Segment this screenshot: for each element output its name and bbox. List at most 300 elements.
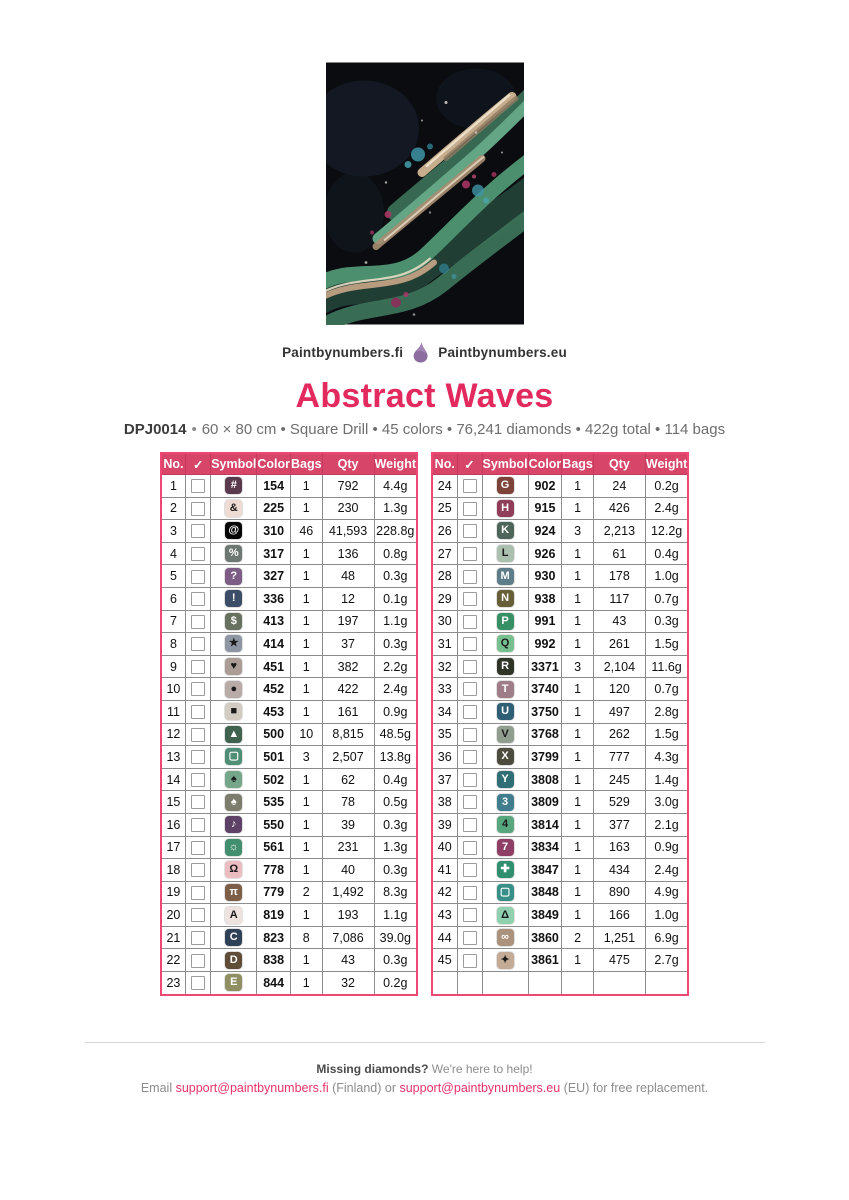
bags-count: 1 <box>290 700 322 723</box>
row-checkbox[interactable] <box>191 502 205 516</box>
row-checkbox[interactable] <box>463 863 477 877</box>
legend-row <box>432 700 688 723</box>
legend-row <box>432 475 688 498</box>
diamond-qty: 426 <box>593 497 645 520</box>
bags-count: 1 <box>290 587 322 610</box>
row-number: 20 <box>161 904 186 927</box>
brand-row <box>282 342 567 363</box>
row-checkbox[interactable] <box>463 841 477 855</box>
legend-row <box>161 497 417 520</box>
symbol-chip: ★ <box>225 635 242 652</box>
footer <box>85 1042 765 1095</box>
row-checkbox[interactable] <box>463 818 477 832</box>
color-code: 3809 <box>528 791 562 814</box>
row-checkbox[interactable] <box>191 637 205 651</box>
row-checkbox[interactable] <box>463 502 477 516</box>
color-code: 838 <box>257 949 291 972</box>
row-checkbox[interactable] <box>463 479 477 493</box>
diamond-qty: 377 <box>593 813 645 836</box>
row-number: 28 <box>432 565 457 588</box>
bags-count: 1 <box>290 475 322 498</box>
color-code: 3848 <box>528 881 562 904</box>
row-checkbox[interactable] <box>191 886 205 900</box>
symbol-chip: ▲ <box>225 726 242 743</box>
symbol-cell <box>482 542 528 565</box>
diamond-qty: 230 <box>322 497 374 520</box>
symbol-cell <box>211 565 257 588</box>
color-code: 3371 <box>528 655 562 678</box>
row-checkbox[interactable] <box>191 863 205 877</box>
diamond-qty: 422 <box>322 678 374 701</box>
weight-value: 12.2g <box>645 520 688 543</box>
symbol-chip: C <box>225 929 242 946</box>
symbol-chip: M <box>497 568 514 585</box>
color-code: 453 <box>257 700 291 723</box>
weight-value: 1.0g <box>645 904 688 927</box>
weight-value: 0.8g <box>374 542 417 565</box>
bags-count: 1 <box>290 949 322 972</box>
row-number: 7 <box>161 610 186 633</box>
row-checkbox[interactable] <box>191 908 205 922</box>
row-number: 14 <box>161 768 186 791</box>
diamond-qty: 43 <box>593 610 645 633</box>
color-code: 336 <box>257 587 291 610</box>
weight-value: 4.3g <box>645 746 688 769</box>
row-number: 38 <box>432 791 457 814</box>
symbol-cell <box>482 813 528 836</box>
color-code: 561 <box>257 836 291 859</box>
bags-count: 1 <box>290 565 322 588</box>
empty-cell <box>482 972 528 995</box>
weight-value: 2.2g <box>374 655 417 678</box>
footer-help-bold: Missing diamonds? <box>316 1061 429 1076</box>
color-code: 3750 <box>528 700 562 723</box>
row-checkbox[interactable] <box>191 818 205 832</box>
weight-value: 4.4g <box>374 475 417 498</box>
symbol-chip: A <box>225 907 242 924</box>
diamond-qty: 245 <box>593 768 645 791</box>
row-checkbox[interactable] <box>191 728 205 742</box>
checkbox-cell <box>457 881 482 904</box>
diamond-qty: 792 <box>322 475 374 498</box>
row-number: 33 <box>432 678 457 701</box>
symbol-cell <box>482 678 528 701</box>
row-number: 36 <box>432 746 457 769</box>
row-number: 30 <box>432 610 457 633</box>
symbol-chip: π <box>225 884 242 901</box>
row-number: 42 <box>432 881 457 904</box>
symbol-chip: R <box>497 658 514 675</box>
diamond-qty: 231 <box>322 836 374 859</box>
diamond-qty: 32 <box>322 972 374 995</box>
row-checkbox[interactable] <box>191 705 205 719</box>
legend-row <box>161 723 417 746</box>
row-number: 2 <box>161 497 186 520</box>
diamond-qty: 39 <box>322 813 374 836</box>
bags-count: 1 <box>562 542 594 565</box>
checkbox-cell <box>186 859 211 882</box>
checkbox-cell <box>186 949 211 972</box>
legend-row <box>161 926 417 949</box>
legend-row <box>161 565 417 588</box>
checkbox-cell <box>457 949 482 972</box>
diamond-qty: 166 <box>593 904 645 927</box>
weight-value: 0.7g <box>645 678 688 701</box>
row-checkbox[interactable] <box>463 660 477 674</box>
bags-count: 1 <box>290 836 322 859</box>
symbol-cell <box>211 972 257 995</box>
brand-site-eu: Paintbynumbers.eu <box>438 345 567 360</box>
legend-row <box>161 881 417 904</box>
checkbox-cell <box>457 655 482 678</box>
weight-value: 1.3g <box>374 497 417 520</box>
diamond-qty: 43 <box>322 949 374 972</box>
weight-value: 0.9g <box>645 836 688 859</box>
checkbox-cell <box>186 678 211 701</box>
checkbox-cell <box>457 678 482 701</box>
checkbox-cell <box>457 610 482 633</box>
symbol-cell <box>482 836 528 859</box>
legend-row <box>432 813 688 836</box>
row-number: 11 <box>161 700 186 723</box>
bags-count: 1 <box>290 791 322 814</box>
row-checkbox[interactable] <box>463 570 477 584</box>
symbol-chip: P <box>497 613 514 630</box>
color-code: 413 <box>257 610 291 633</box>
diamond-qty: 497 <box>593 700 645 723</box>
bags-count: 3 <box>562 520 594 543</box>
color-code: 779 <box>257 881 291 904</box>
weight-value: 2.8g <box>645 700 688 723</box>
color-code: 3768 <box>528 723 562 746</box>
color-code: 938 <box>528 587 562 610</box>
bags-count: 8 <box>290 926 322 949</box>
weight-value: 228.8g <box>374 520 417 543</box>
symbol-cell <box>482 587 528 610</box>
legend-row <box>432 542 688 565</box>
legend-row <box>161 700 417 723</box>
checkbox-cell <box>457 542 482 565</box>
row-number: 31 <box>432 633 457 656</box>
weight-value: 0.3g <box>374 565 417 588</box>
row-checkbox[interactable] <box>463 931 477 945</box>
row-checkbox[interactable] <box>463 908 477 922</box>
weight-value: 0.4g <box>645 542 688 565</box>
color-code: 926 <box>528 542 562 565</box>
weight-value: 8.3g <box>374 881 417 904</box>
color-code: 3834 <box>528 836 562 859</box>
bags-count: 1 <box>290 859 322 882</box>
row-checkbox[interactable] <box>463 795 477 809</box>
color-code: 3861 <box>528 949 562 972</box>
bags-count: 1 <box>562 949 594 972</box>
checkbox-cell <box>457 813 482 836</box>
empty-cell <box>645 972 688 995</box>
weight-value: 0.4g <box>374 768 417 791</box>
bags-count: 1 <box>562 836 594 859</box>
checkbox-cell <box>186 610 211 633</box>
bags-count: 1 <box>290 633 322 656</box>
row-checkbox[interactable] <box>191 615 205 629</box>
symbol-cell <box>211 587 257 610</box>
symbol-chip: ● <box>225 681 242 698</box>
bags-count: 1 <box>562 633 594 656</box>
diamond-qty: 8,815 <box>322 723 374 746</box>
column-header-bags: Bags <box>290 453 322 475</box>
row-number: 8 <box>161 633 186 656</box>
symbol-chip: ! <box>225 590 242 607</box>
weight-value: 0.3g <box>374 859 417 882</box>
symbol-chip: ▢ <box>497 884 514 901</box>
symbol-chip: L <box>497 545 514 562</box>
symbol-cell <box>482 520 528 543</box>
row-number: 12 <box>161 723 186 746</box>
symbol-cell <box>482 949 528 972</box>
row-checkbox[interactable] <box>191 976 205 990</box>
color-code: 451 <box>257 655 291 678</box>
row-checkbox[interactable] <box>463 750 477 764</box>
diamond-qty: 382 <box>322 655 374 678</box>
row-checkbox[interactable] <box>191 660 205 674</box>
symbol-cell <box>482 633 528 656</box>
weight-value: 0.3g <box>374 813 417 836</box>
row-checkbox[interactable] <box>463 682 477 696</box>
weight-value: 39.0g <box>374 926 417 949</box>
row-number: 34 <box>432 700 457 723</box>
checkbox-cell <box>457 475 482 498</box>
checkbox-cell <box>186 520 211 543</box>
legend-row <box>432 881 688 904</box>
symbol-cell <box>211 746 257 769</box>
row-checkbox[interactable] <box>463 886 477 900</box>
symbol-cell <box>211 881 257 904</box>
footer-help-rest: We're here to help! <box>431 1061 533 1076</box>
symbol-chip: ♠ <box>225 771 242 788</box>
row-number: 6 <box>161 587 186 610</box>
checkbox-cell <box>186 655 211 678</box>
row-checkbox[interactable] <box>191 570 205 584</box>
row-checkbox[interactable] <box>191 592 205 606</box>
row-number: 15 <box>161 791 186 814</box>
column-header-bags: Bags <box>562 453 594 475</box>
row-checkbox[interactable] <box>191 795 205 809</box>
color-code: 3799 <box>528 746 562 769</box>
checkbox-cell <box>457 633 482 656</box>
legend-row <box>161 587 417 610</box>
legend-row <box>161 655 417 678</box>
legend-row <box>161 949 417 972</box>
bags-count: 1 <box>562 859 594 882</box>
symbol-chip: N <box>497 590 514 607</box>
diamond-qty: 117 <box>593 587 645 610</box>
row-number: 44 <box>432 926 457 949</box>
color-code: 844 <box>257 972 291 995</box>
legend-row <box>432 723 688 746</box>
diamond-qty: 890 <box>593 881 645 904</box>
checkbox-cell <box>186 881 211 904</box>
row-checkbox[interactable] <box>191 954 205 968</box>
checkbox-cell <box>186 723 211 746</box>
color-code: 930 <box>528 565 562 588</box>
row-checkbox[interactable] <box>191 682 205 696</box>
color-code: 225 <box>257 497 291 520</box>
row-checkbox[interactable] <box>463 773 477 787</box>
color-code: 778 <box>257 859 291 882</box>
column-header-no: No. <box>432 453 457 475</box>
kit-specs: 60 × 80 cm • Square Drill • 45 colors • 76,241 diamonds • 422g total • 114 bags <box>201 421 726 438</box>
row-checkbox[interactable] <box>191 750 205 764</box>
symbol-chip: 3 <box>497 794 514 811</box>
bags-count: 1 <box>290 497 322 520</box>
column-header-qty: Qty <box>322 453 374 475</box>
symbol-cell <box>482 655 528 678</box>
symbol-chip: $ <box>225 613 242 630</box>
row-checkbox[interactable] <box>463 524 477 538</box>
legend-tables <box>160 452 690 996</box>
checkbox-cell <box>186 904 211 927</box>
row-checkbox[interactable] <box>191 773 205 787</box>
symbol-chip: Y <box>497 771 514 788</box>
legend-row <box>161 746 417 769</box>
symbol-chip: ▢ <box>225 748 242 765</box>
symbol-chip: % <box>225 545 242 562</box>
row-number: 40 <box>432 836 457 859</box>
row-checkbox[interactable] <box>191 931 205 945</box>
row-number: 10 <box>161 678 186 701</box>
legend-row <box>432 678 688 701</box>
diamond-qty: 12 <box>322 587 374 610</box>
row-checkbox[interactable] <box>463 637 477 651</box>
footer-contact-line <box>85 1081 765 1095</box>
legend-row <box>432 655 688 678</box>
symbol-chip: ∞ <box>497 929 514 946</box>
row-checkbox[interactable] <box>191 479 205 493</box>
brand-site-fi: Paintbynumbers.fi <box>282 345 404 360</box>
weight-value: 48.5g <box>374 723 417 746</box>
symbol-cell <box>211 859 257 882</box>
row-number: 35 <box>432 723 457 746</box>
legend-row <box>161 813 417 836</box>
symbol-chip: ☼ <box>225 839 242 856</box>
color-code: 3814 <box>528 813 562 836</box>
diamond-qty: 61 <box>593 542 645 565</box>
row-checkbox[interactable] <box>463 547 477 561</box>
column-header-qty: Qty <box>593 453 645 475</box>
row-number: 16 <box>161 813 186 836</box>
symbol-chip: X <box>497 748 514 765</box>
color-code: 992 <box>528 633 562 656</box>
diamond-qty: 2,104 <box>593 655 645 678</box>
symbol-cell <box>482 475 528 498</box>
legend-row <box>432 520 688 543</box>
diamond-qty: 24 <box>593 475 645 498</box>
checkbox-cell <box>186 542 211 565</box>
symbol-chip: ♥ <box>225 658 242 675</box>
column-header-weight: Weight <box>374 453 417 475</box>
row-number: 17 <box>161 836 186 859</box>
row-number: 13 <box>161 746 186 769</box>
diamond-qty: 161 <box>322 700 374 723</box>
row-number: 3 <box>161 520 186 543</box>
row-checkbox[interactable] <box>191 841 205 855</box>
kit-code: DPJ0014 <box>123 421 187 438</box>
bags-count: 1 <box>290 972 322 995</box>
diamond-qty: 136 <box>322 542 374 565</box>
weight-value: 1.1g <box>374 904 417 927</box>
bags-count: 2 <box>562 926 594 949</box>
symbol-chip: V <box>497 726 514 743</box>
symbol-chip: @ <box>225 522 242 539</box>
bags-count: 3 <box>562 655 594 678</box>
checkbox-cell <box>186 746 211 769</box>
symbol-cell <box>211 520 257 543</box>
diamond-qty: 2,213 <box>593 520 645 543</box>
diamond-qty: 120 <box>593 678 645 701</box>
row-checkbox[interactable] <box>463 615 477 629</box>
row-checkbox[interactable] <box>463 592 477 606</box>
footer-email-mid: (Finland) or <box>328 1080 400 1095</box>
symbol-cell <box>482 926 528 949</box>
symbol-chip: ■ <box>225 703 242 720</box>
legend-row <box>432 746 688 769</box>
color-code: 3808 <box>528 768 562 791</box>
footer-divider <box>85 1042 765 1043</box>
row-checkbox[interactable] <box>463 728 477 742</box>
weight-value: 1.5g <box>645 723 688 746</box>
paint-drop-logo-icon <box>412 342 429 363</box>
symbol-chip: 4 <box>497 816 514 833</box>
row-checkbox[interactable] <box>463 954 477 968</box>
row-checkbox[interactable] <box>463 705 477 719</box>
checkbox-cell <box>457 904 482 927</box>
color-code: 902 <box>528 475 562 498</box>
weight-value: 0.3g <box>645 610 688 633</box>
row-number: 27 <box>432 542 457 565</box>
diamond-qty: 197 <box>322 610 374 633</box>
legend-row <box>432 836 688 859</box>
checkbox-cell <box>457 723 482 746</box>
color-code: 3849 <box>528 904 562 927</box>
weight-value: 11.6g <box>645 655 688 678</box>
symbol-cell <box>211 633 257 656</box>
color-code: 310 <box>257 520 291 543</box>
weight-value: 13.8g <box>374 746 417 769</box>
symbol-cell <box>211 655 257 678</box>
weight-value: 1.4g <box>645 768 688 791</box>
row-number: 24 <box>432 475 457 498</box>
diamond-qty: 78 <box>322 791 374 814</box>
diamond-qty: 48 <box>322 565 374 588</box>
row-checkbox[interactable] <box>191 524 205 538</box>
diamond-qty: 2,507 <box>322 746 374 769</box>
row-checkbox[interactable] <box>191 547 205 561</box>
legend-row <box>161 610 417 633</box>
support-email-fi-link[interactable]: support@paintbynumbers.fi <box>175 1080 329 1095</box>
row-number: 41 <box>432 859 457 882</box>
support-email-eu-link[interactable]: support@paintbynumbers.eu <box>399 1080 561 1095</box>
legend-row <box>432 565 688 588</box>
checkbox-cell <box>457 859 482 882</box>
diamond-qty: 434 <box>593 859 645 882</box>
legend-table-left <box>160 452 418 996</box>
symbol-cell <box>482 700 528 723</box>
color-code: 327 <box>257 565 291 588</box>
checkbox-cell <box>457 700 482 723</box>
bags-count: 1 <box>562 813 594 836</box>
diamond-qty: 40 <box>322 859 374 882</box>
legend-row <box>432 904 688 927</box>
symbol-cell <box>482 723 528 746</box>
